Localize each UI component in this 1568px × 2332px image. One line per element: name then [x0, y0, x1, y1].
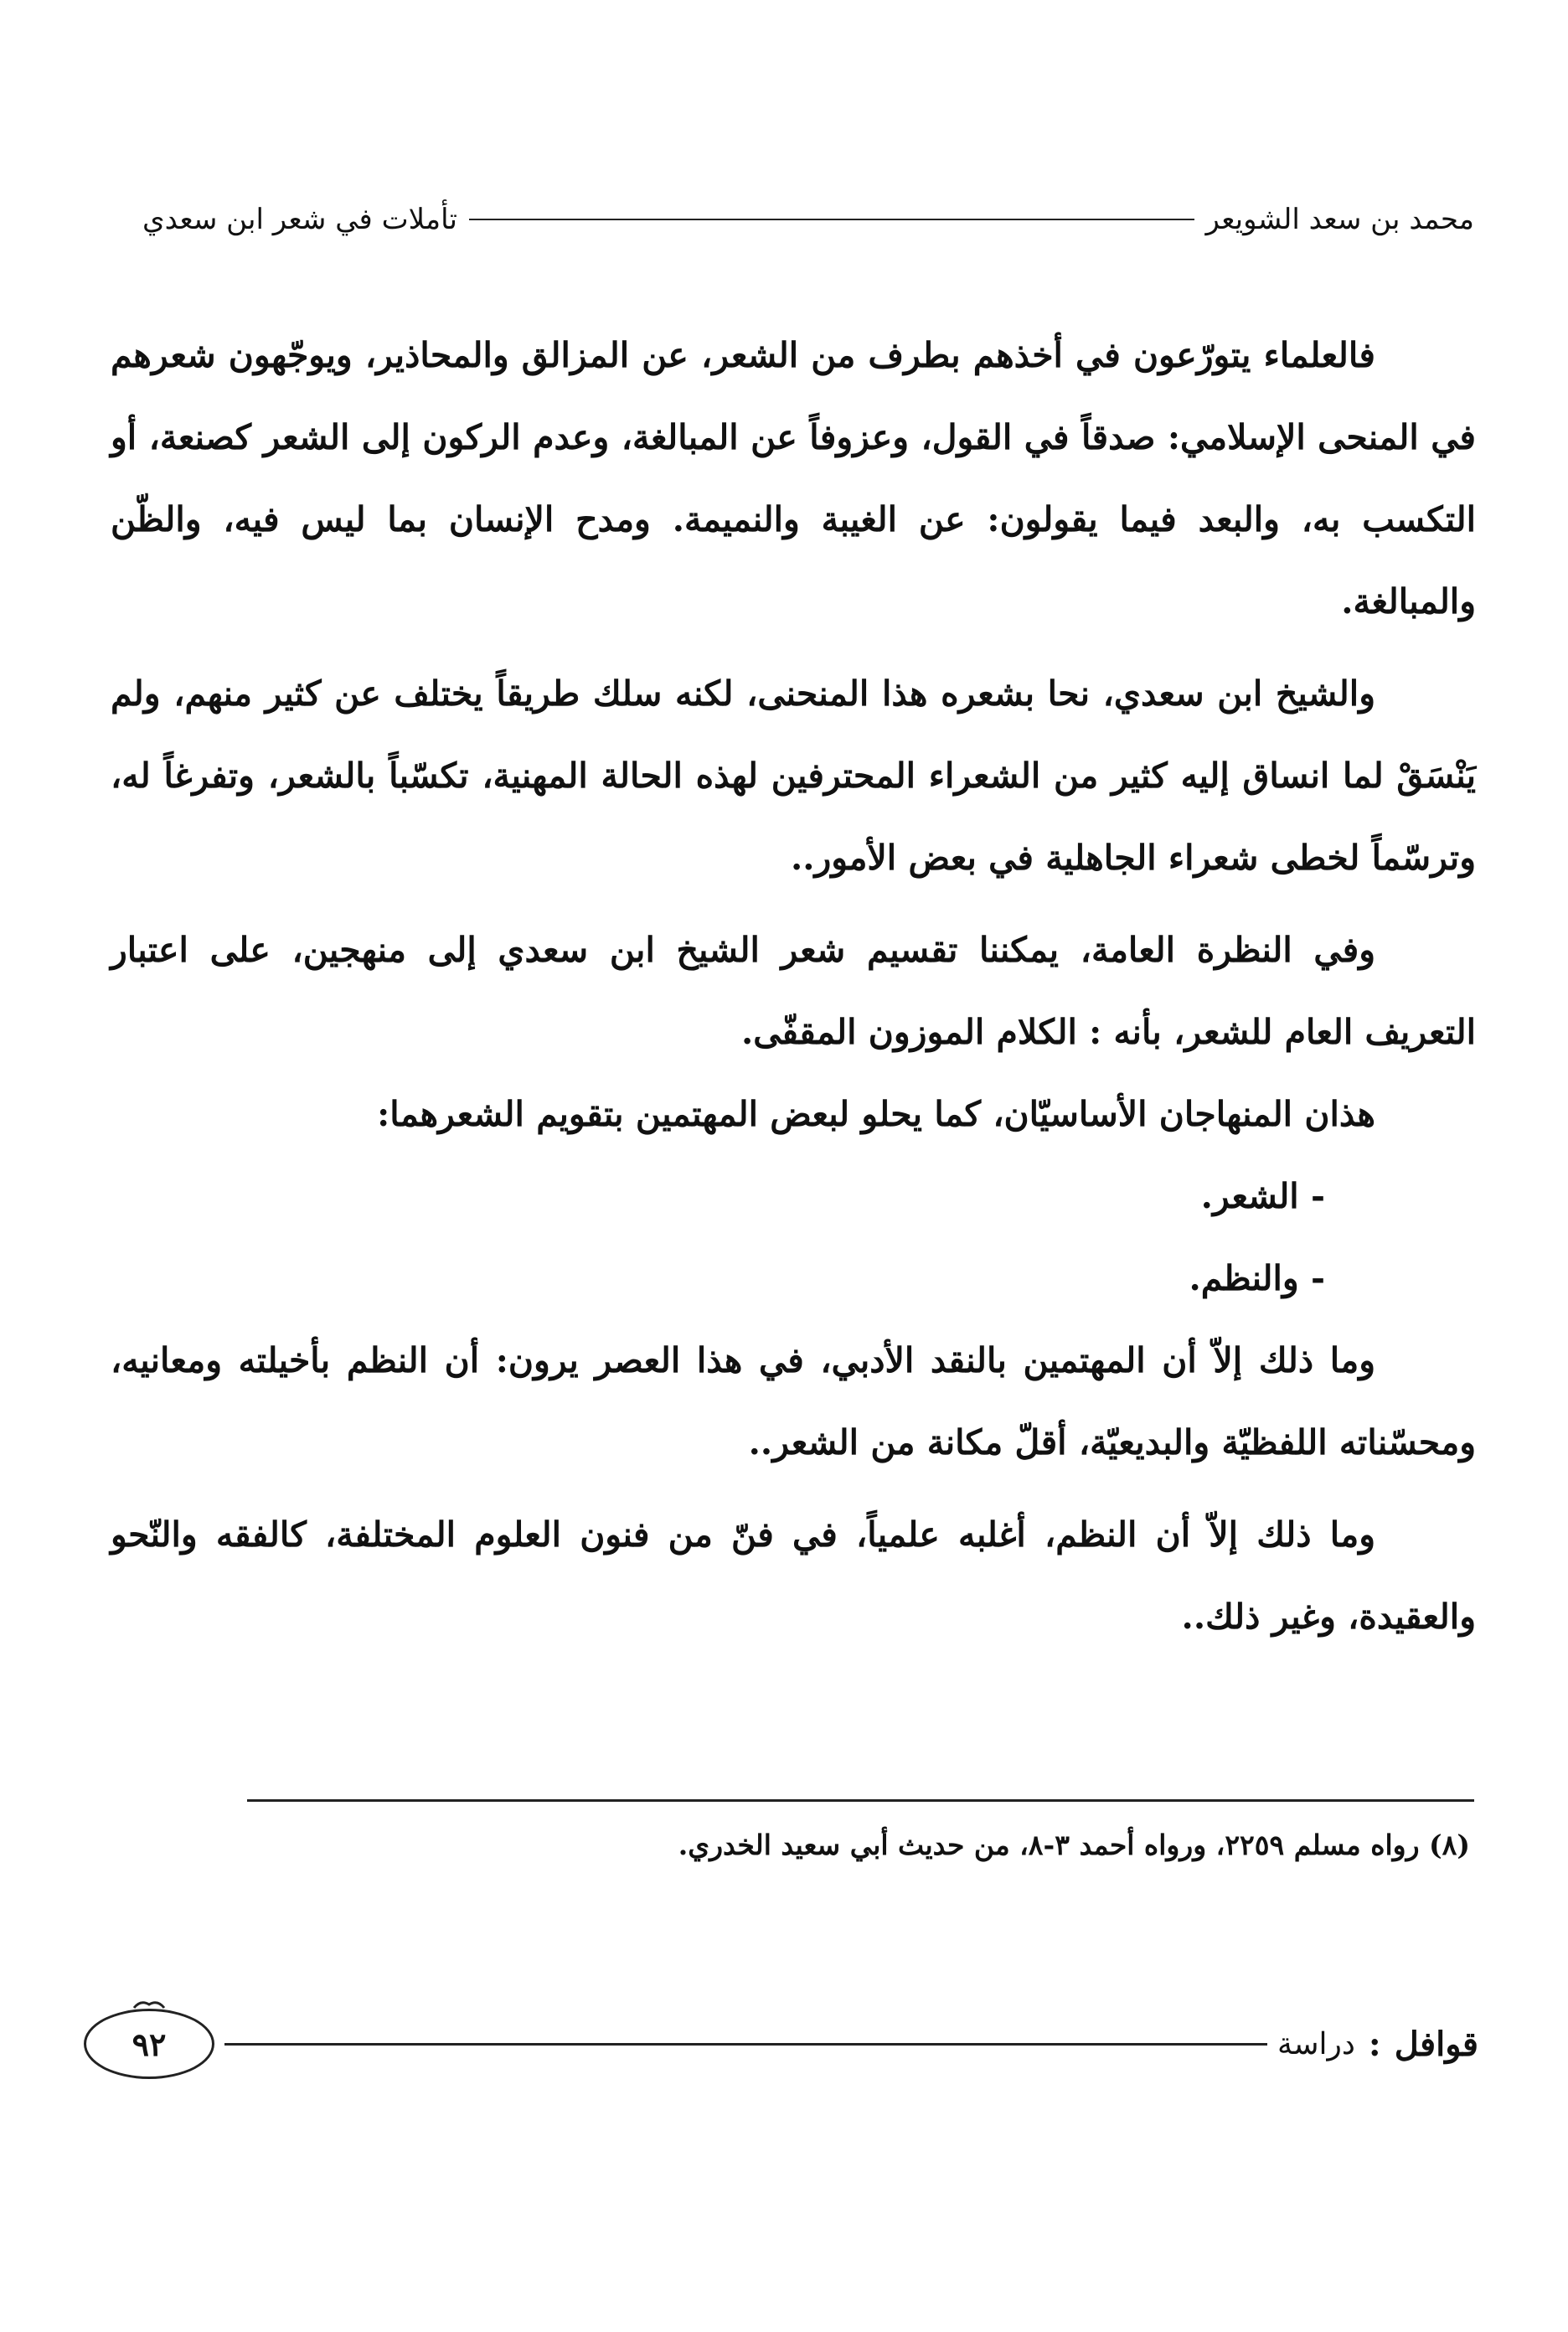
body-text: [111, 314, 1476, 1658]
page-number: ٩٢: [132, 2025, 167, 2063]
footnote-rule: [247, 1799, 1474, 1802]
paragraph-2: والشيخ ابن سعدي، نحا بشعره هذا المنحنى، لكنه سلك طريقاً يختلف عن كثير منهم، ولم يَنْسَقْ لما انساق إليه كثير من الشعراء المحترفين لهذه الحالة المهنية، تكسّباً بالشعر، وتفرغاً له، وترسّماً لخطى شعراء الجاهلية في بعض الأمور..: [111, 673, 1476, 878]
footer-rule: [224, 2043, 1267, 2046]
paragraph-1: فالعلماء يتورّعون في أخذهم بطرف من الشعر، عن المزالق والمحاذير، ويوجّهون شعرهم في المنحى الإسلامي: صدقاً في القول، وعزوفاً عن المبالغة، وعدم الركون إلى الشعر كصنعة، أو التكسب به، والبعد فيما يقولون: عن الغيبة والنميمة. ومدح الإنسان بما ليس فيه، والظّن والمبالغة.: [111, 335, 1476, 622]
header-title: تأملات في شعر ابن سعدي: [142, 203, 457, 236]
footer-section-label: دراسة: [1277, 2026, 1355, 2061]
paragraph-3: وفي النظرة العامة، يمكننا تقسيم شعر الشيخ ابن سعدي إلى منهجين، على اعتبار التعريف العام للشعر، بأنه : الكلام الموزون المقفّى.: [111, 930, 1476, 1052]
bullet-item-poetry: - الشعر.: [1200, 1176, 1325, 1216]
page-number-badge: [84, 2009, 214, 2079]
paragraph-4: هذان المنهاجان الأساسيّان، كما يحلو لبعض المهتمين بتقويم الشعرهما:: [377, 1094, 1375, 1134]
paragraph-6: وما ذلك إلاّ أن النظم، أغلبه علمياً، في فنّ من فنون العلوم المختلفة، كالفقه والنّحو والعقيدة، وغير ذلك..: [111, 1514, 1476, 1637]
paragraph-5: وما ذلك إلاّ أن المهتمين بالنقد الأدبي، في هذا العصر يرون: أن النظم بأخيلته ومعانيه، ومحسّناته اللفظيّة والبديعيّة، أقلّ مكانة من الشعر..: [111, 1340, 1476, 1463]
header-author: محمد بن سعد الشويعر: [1205, 203, 1474, 236]
footer-journal-name: قوافل: [1394, 2024, 1478, 2064]
ornament-icon: [132, 1999, 166, 2010]
running-header: [142, 194, 1474, 245]
page-footer: [84, 2006, 1478, 2082]
header-rule: [469, 219, 1194, 220]
bullet-item-verse: - والنظم.: [1189, 1258, 1325, 1298]
footer-colon: :: [1368, 2024, 1381, 2064]
footnote: (٨) رواه مسلم ٢٢٥٩، ورواه أحمد ٣-٨، من حديث أبي سعيد الخدري.: [678, 1829, 1470, 1861]
